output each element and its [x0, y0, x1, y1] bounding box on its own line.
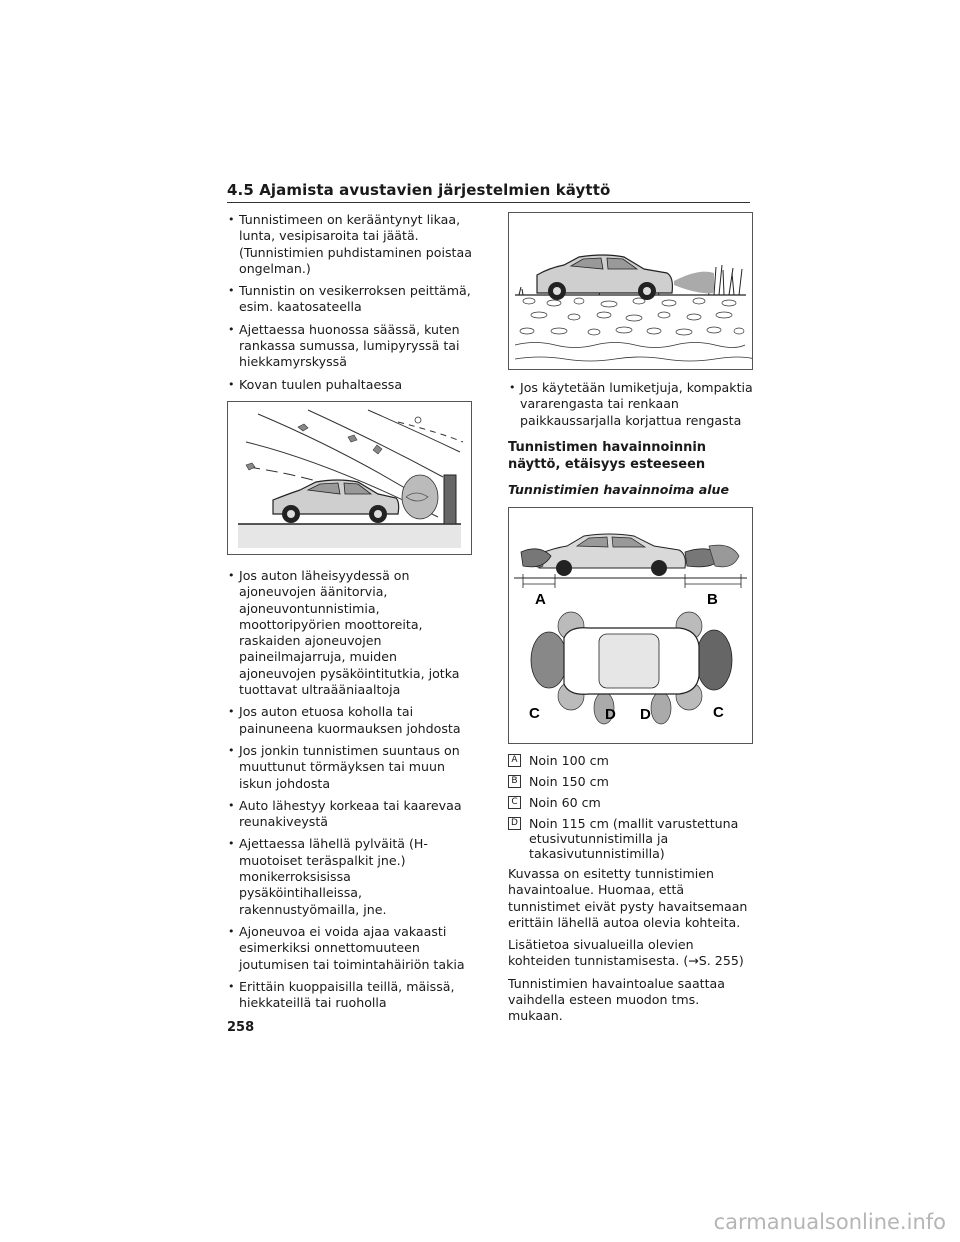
legend-text: Noin 100 cm [529, 753, 609, 768]
paragraph: Tunnistimien havaintoalue saattaa vaihdella esteen muodon tms. mukaan. [508, 975, 725, 1024]
left-column-bottom [227, 568, 472, 1017]
list-item: • Jos auton läheisyydessä on ajoneuvojen äänitorvia, ajoneuvontunnistimia, moottoripyörien moottoreita, raskaiden ajoneuvojen paineilmajarruja, muiden ajoneuvojen pysäköintitutkia, jotka tuottavat ultraääniaaltoja [227, 568, 472, 698]
legend-row [508, 795, 753, 810]
paragraph: Kuvassa on esitetty tunnistimien havaintoalue. Huomaa, että tunnistimet eivät pysty havaitsemaan erittäin lähellä autoa olevia kohteita. [508, 866, 748, 930]
list-item: • Jos auton etuosa koholla tai painuneena kuormauksen johdosta [227, 704, 472, 737]
list-item: • Jos jonkin tunnistimen suuntaus on muuttunut törmäyksen tai muun iskun johdosta [227, 743, 472, 792]
legend-text: Noin 150 cm [529, 774, 609, 789]
figure-caption: Tunnistimien havainnoima alue [508, 481, 730, 497]
legend [508, 753, 753, 867]
legend-row [508, 753, 753, 768]
list-item: • Ajettaessa huonossa säässä, kuten rankassa sumussa, lumipyryssä tai hiekkamyrskyssä [227, 322, 472, 371]
paragraph: Lisätietoa sivualueilla olevien kohteiden tunnistamisesta. (→S. 255) [508, 937, 744, 969]
legend-row [508, 816, 753, 861]
detection-zone-diagram [508, 507, 753, 744]
watermark: carmanualsonline.info [713, 1210, 946, 1234]
wind-illustration [227, 401, 472, 555]
legend-text: Noin 60 cm [529, 795, 601, 810]
bullet-list-right [508, 380, 753, 429]
body-paragraphs [508, 866, 753, 1031]
page-number: 258 [227, 1020, 255, 1035]
section-subheading: Tunnistimen havainnoinnin näyttö, etäisyys esteeseen [508, 439, 707, 472]
legend-badge: D [508, 817, 521, 830]
list-item: • Tunnistimeen on kerääntynyt likaa, lunta, vesipisaroita tai jäätä. (Tunnistimien puhdistaminen poistaa ongelman.) [227, 212, 472, 277]
label-a: A [535, 591, 546, 608]
legend-badge: A [508, 754, 521, 767]
bullet-list-bottom [227, 568, 472, 1011]
bullet-list-top [227, 212, 472, 393]
label-b: B [707, 591, 718, 608]
section-title: 4.5 Ajamista avustavien järjestelmien käyttö [227, 181, 611, 199]
list-item: • Jos käytetään lumiketjuja, kompaktia vararengasta tai renkaan paikkaussarjalla korjattua rengasta [508, 380, 753, 429]
list-item: • Kovan tuulen puhaltaessa [227, 377, 472, 393]
label-c-right: C [713, 704, 724, 721]
label-d-left: D [605, 706, 616, 723]
legend-badge: C [508, 796, 521, 809]
legend-text: Noin 115 cm (mallit varustettuna etusivutunnistimilla ja takasivutunnistimilla) [529, 816, 739, 861]
list-item: • Auto lähestyy korkeaa tai kaarevaa reunakiveystä [227, 798, 472, 831]
list-item: • Tunnistin on vesikerroksen peittämä, esim. kaatosateella [227, 283, 472, 316]
legend-badge: B [508, 775, 521, 788]
left-column-top [227, 212, 472, 399]
legend-row [508, 774, 753, 789]
list-item: • Ajoneuvoa ei voida ajaa vakaasti esimerkiksi onnettomuuteen joutumisen tai toimintahäiriön takia [227, 924, 472, 973]
right-column [508, 380, 753, 498]
section-header [227, 180, 750, 203]
list-item: • Erittäin kuoppaisilla teillä, mäissä, hiekkateillä tai ruoholla [227, 979, 472, 1012]
label-c-left: C [529, 705, 540, 722]
rough-road-illustration [508, 212, 753, 370]
list-item: • Ajettaessa lähellä pylväitä (H-muotoiset teräspalkit jne.) monikerroksisissa pysäköintihalleissa, rakennustyömailla, jne. [227, 836, 472, 917]
label-d-right: D [640, 706, 651, 723]
